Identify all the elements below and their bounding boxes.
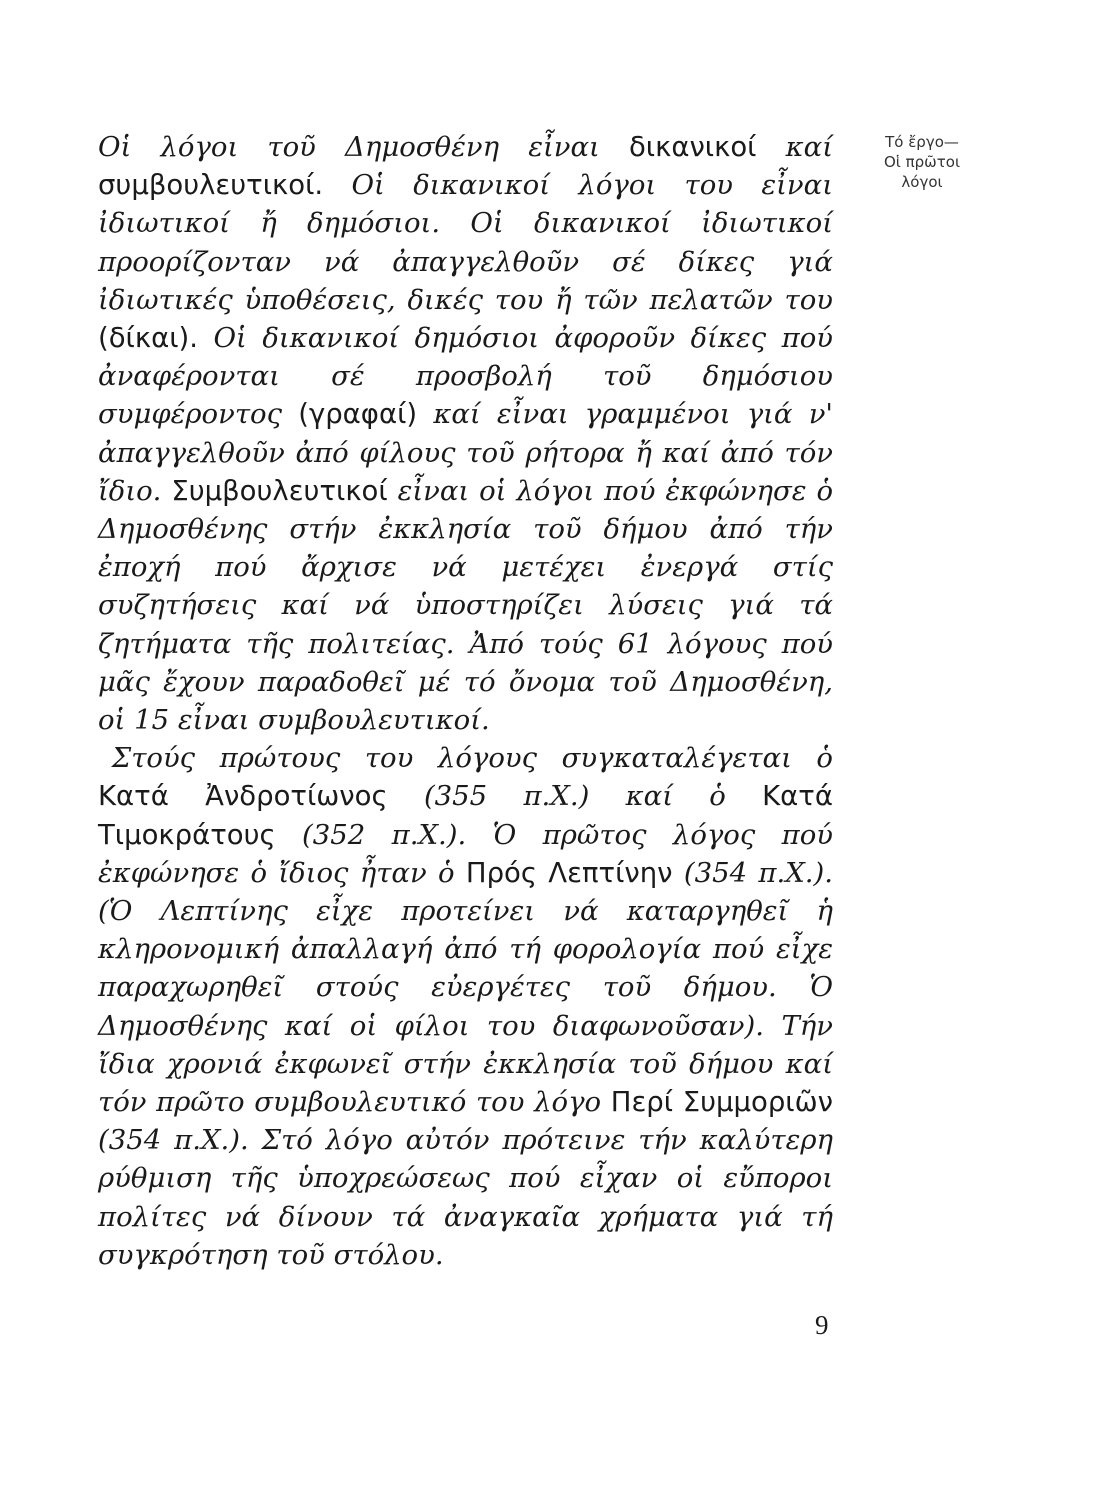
text-segment: Κατά Τιμοκράτους: [98, 780, 833, 851]
text-segment: (δίκαι).: [98, 322, 214, 355]
text-segment: Οἱ λόγοι τοῦ Δημοσθένη εἶναι: [98, 131, 629, 163]
text-segment: Περί Συμμοριῶν: [610, 1086, 833, 1119]
text-segment: καί εἶναι γραμμένοι γιά ν' ἀπαγγελθοῦν ἀπό φίλους τοῦ ρήτορα ἤ καί ἀπό τόν ἴδιο.: [98, 398, 833, 507]
text-segment: Συμβουλευτικοί: [171, 474, 398, 507]
margin-note-line: λόγοι: [901, 173, 943, 191]
text-segment: καί: [785, 131, 833, 163]
paragraph-1: [98, 128, 833, 739]
text-segment: Πρός Λεπτίνην: [465, 856, 684, 889]
page-number: 9: [815, 1310, 829, 1340]
text-segment: (354 π.Χ.). (Ὁ Λεπτίνης εἶχε προτείνει νά καταργηθεῖ ἡ κληρονομική ἀπαλλαγή ἀπό τή φορολογία πού εἶχε παραχωρηθεῖ στούς εὐεργέτες τοῦ δήμου. Ὁ Δημοσθένης καί οἱ φίλοι του διαφωνοῦσαν). Τήν ἴδια χρονιά ἐκφωνεῖ στήν ἐκκλησία τοῦ δήμου καί τόν πρῶτο συμβουλευτικό του λόγο: [98, 856, 833, 1119]
margin-note-line: Οἱ πρῶτοι: [883, 153, 961, 171]
text-segment: (352 π.Χ.). Ὁ πρῶτος λόγος πού ἐκφώνησε ὁ ἴδιος ἦταν ὁ: [98, 818, 834, 889]
text-segment: εἶναι οἱ λόγοι πού ἐκφώνησε ὁ Δημοσθένης στήν ἐκκλησία τοῦ δήμου ἀπό τήν ἐποχή πού ἄρχισε νά μετέχει ἐνεργά στίς συζητήσεις καί νά ὑποστηρίζει λύσεις γιά τά ζητήματα τῆς πολιτείας. Ἀπό τούς 61 λόγους πού μᾶς ἔχουν παραδοθεῖ μέ τό ὄνομα τοῦ Δημοσθένη, οἱ 15 εἶναι συμβουλευτικοί.: [98, 474, 833, 737]
text-segment: δικανικοί: [628, 131, 786, 163]
body-text: [98, 128, 833, 1274]
margin-note-line: Τό ἔργο—: [885, 133, 959, 151]
margin-note: [862, 132, 982, 192]
paragraph-2: [98, 739, 833, 1274]
text-segment: Οἱ δικανικοί λόγοι του εἶναι ἰδιωτικοί ἤ δημόσιοι. Οἱ δικανικοί ἰδιωτικοί προορίζονταν νά ἀπαγγελθοῦν σέ δίκες γιά ἰδιωτικές ὑποθέσεις, δικές του ἤ τῶν πελατῶν του: [98, 169, 834, 316]
text-segment: συμβουλευτικοί.: [98, 169, 352, 202]
text-segment: (354 π.Χ.). Στό λόγο αὐτόν πρότεινε τήν καλύτερη ρύθμιση τῆς ὑποχρεώσεως πού εἶχαν οἱ εὔποροι πολίτες νά δίνουν τά ἀναγκαῖα χρήματα γιά τή συγκρότηση τοῦ στόλου.: [98, 1124, 833, 1271]
text-segment: (355 π.Χ.) καί ὁ: [423, 780, 763, 813]
text-segment: (γραφαί): [298, 398, 434, 431]
text-segment: Στούς πρώτους του λόγους συγκαταλέγεται ὁ: [111, 742, 833, 775]
text-segment: Κατά Ἀνδροτίωνος: [98, 780, 424, 813]
text-segment: Οἱ δικανικοί δημόσιοι ἀφοροῦν δίκες πού ἀναφέρονται σέ προσβολή τοῦ δημόσιου συμφέροντος: [98, 322, 834, 431]
